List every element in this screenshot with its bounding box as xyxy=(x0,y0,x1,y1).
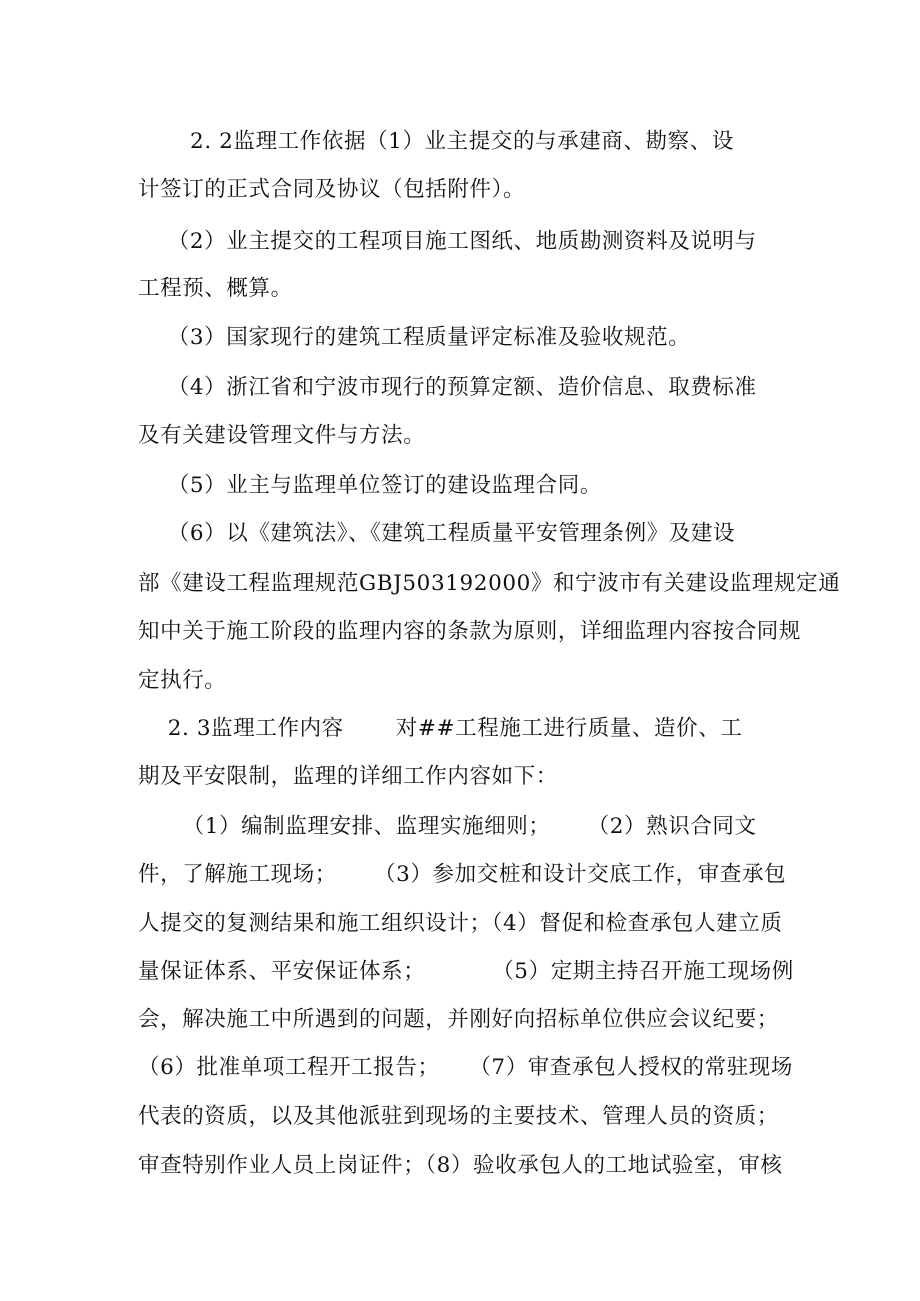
text-line: 及有关建设管理文件与方法。 xyxy=(138,423,426,448)
text-line: 定执行。 xyxy=(138,668,227,693)
text-line: 知中关于施工阶段的监理内容的条款为原则，详细监理内容按合同规 xyxy=(138,619,802,644)
text-line: 2. 2监理工作依据（1）业主提交的与承建商、勘察、设 xyxy=(138,129,734,154)
text-line: （6）以《建筑法》、《建筑工程质量平安管理条例》及建设 xyxy=(138,521,736,546)
text-line: 2. 3监理工作内容 对##工程施工进行质量、造价、工 xyxy=(138,716,743,741)
text-line: （2）业主提交的工程项目施工图纸、地质勘测资料及说明与 xyxy=(138,229,757,254)
text-line: 量保证体系、平安保证体系； （5）定期主持召开施工现场例 xyxy=(138,959,794,984)
text-line: （3）国家现行的建筑工程质量评定标准及验收规范。 xyxy=(138,325,691,350)
text-line: 期及平安限制，监理的详细工作内容如下： xyxy=(138,764,558,789)
text-line: （1）编制监理安排、监理实施细则； （2）熟识合同文 xyxy=(138,814,757,839)
text-line: 审查特别作业人员上岗证件；（8）验收承包人的工地试验室，审核 xyxy=(138,1153,783,1178)
text-line: （4）浙江省和宁波市现行的预算定额、造价信息、取费标准 xyxy=(138,375,757,400)
text-line: 代表的资质，以及其他派驻到现场的主要技术、管理人员的资质； xyxy=(138,1104,779,1129)
text-line: 件，了解施工现场； （3）参加交桩和设计交底工作，审查承包 xyxy=(138,862,787,887)
text-line: 人提交的复测结果和施工组织设计；（4）督促和检查承包人建立质 xyxy=(138,911,783,936)
text-line: （6）批准单项工程开工报告； （7）审查承包人授权的常驻现场 xyxy=(138,1055,793,1080)
text-line: 会，解决施工中所遇到的问题，并刚好向招标单位供应会议纪要； xyxy=(138,1007,779,1032)
text-line: 工程预、概算。 xyxy=(138,276,293,301)
text-line: 部《建设工程监理规范GBJ503192000》和宁波市有关建设监理规定通 xyxy=(138,571,841,596)
text-line: 计签订的正式合同及协议（包括附件）。 xyxy=(138,177,526,202)
text-line: （5）业主与监理单位签订的建设监理合同。 xyxy=(138,473,602,498)
